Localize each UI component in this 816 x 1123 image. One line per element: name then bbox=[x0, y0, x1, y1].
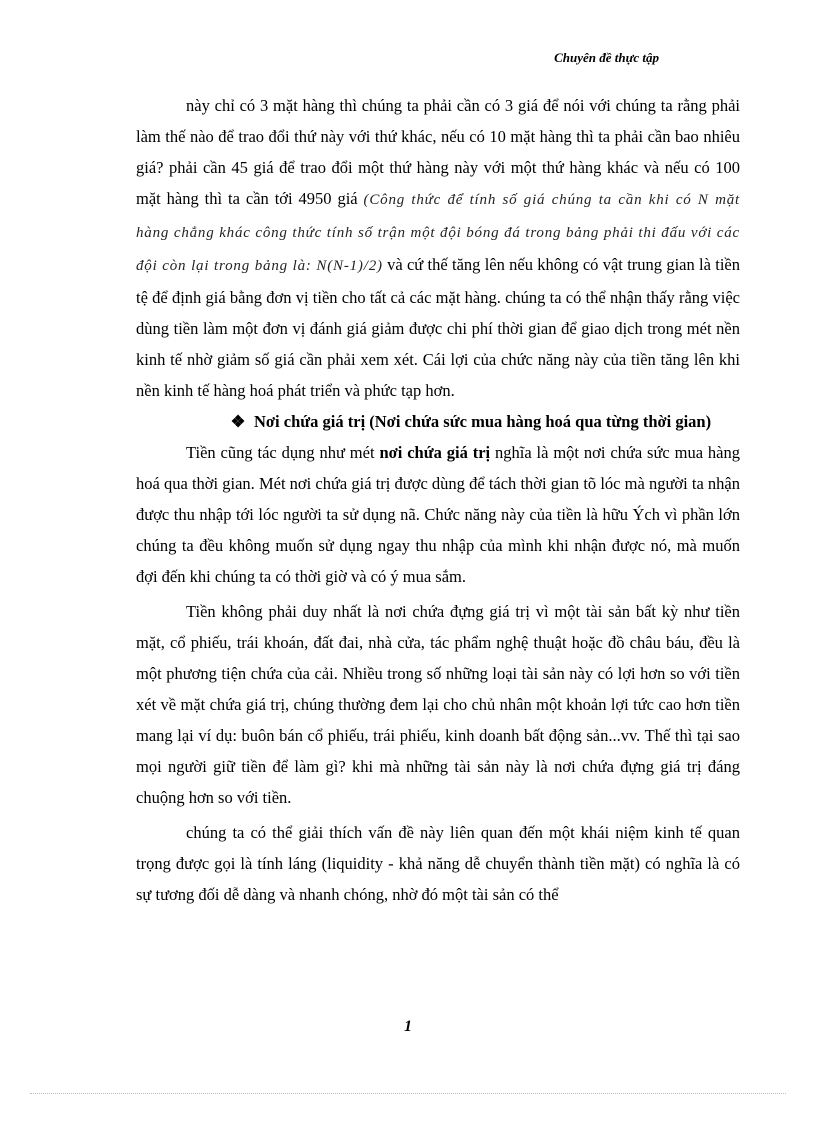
page-bottom-divider bbox=[30, 1093, 786, 1094]
paragraph-text: Tiền cũng tác dụng như mét bbox=[186, 443, 380, 462]
paragraph-liquidity: chúng ta có thể giải thích vấn đề này liên quan đến một khái niệm kinh tế quan trọng được gọi là tính láng (liquidity - khả năng dễ chuyển thành tiền mặt) có nghĩa là có sự tương đối dễ dàng và nhanh chóng, nhờ đó một tài sản có thể bbox=[136, 823, 740, 904]
page-number: 1 bbox=[404, 1018, 412, 1035]
paragraph-other-assets: Tiền không phải duy nhất là nơi chứa đựng giá trị vì một tài sản bất kỳ như tiền mặt, cổ phiếu, trái khoán, đất đai, nhà cửa, tác phẩm nghệ thuật hoặc đồ châu báu, đều là một phương tiện chứa của cải. Nhiều trong số những loại tài sản này có lợi hơn so với tiền xét về mặt chứa giá trị, chúng thường đem lại cho chủ nhân một khoản lợi tức cao hơn tiền mang lại ví dụ: buôn bán cổ phiếu, trái phiếu, kinh doanh bất động sản...vv. Thế thì tại sao mọi người giữ tiền để làm gì? khi mà những tài sản này là nơi chứa đựng giá trị đáng chuộng hơn so với tiền. bbox=[136, 602, 740, 807]
document-body bbox=[136, 90, 740, 910]
formula-note: (Công thức để tính số giá chúng ta cần khi có N mặt hàng chẳng khác công thức tính số trận một đội bóng đá trong bảng phải thi đấu với các đội còn lại trong bảng là: N(N-1)/2) bbox=[136, 192, 740, 274]
section-heading-text: Nơi chứa giá trị (Nơi chứa sức mua hàng hoá qua từng thời gian) bbox=[254, 412, 712, 431]
paragraph-price-count bbox=[136, 90, 740, 406]
bold-term: nơi chứa giá trị bbox=[379, 443, 491, 462]
diamond-bullet-icon: ❖ bbox=[230, 412, 246, 431]
section-heading-store-of-value bbox=[136, 406, 740, 437]
page-header-title: Chuyên đề thực tập bbox=[554, 50, 659, 65]
paragraph-text: này chỉ có 3 mặt hàng thì chúng ta phải cần có 3 giá để nói với chúng ta rằng phải làm thế nào để trao đổi thứ này với thứ khác, nếu có 10 mặt hàng thì ta phải cần bao nhiêu giá? phải cần 45 giá để trao đổi một thứ hàng này với một thứ hàng khác và nếu có 100 mặt hàng thì ta cần tới 4950 giá bbox=[136, 96, 740, 208]
paragraph-store-of-value bbox=[136, 437, 740, 592]
paragraph-text-tail: và cứ thế tăng lên nếu không có vật trung gian là tiền tệ để định giá bằng đơn vị tiền cho tất cả các mặt hàng. chúng ta có thể nhận thấy rằng việc dùng tiền làm một đơn vị đánh giá giảm được chi phí thời gian để giao dịch trong mét nền kinh tế nhờ giảm số giá cần phải xem xét. Cái lợi của chức năng này của tiền tăng lên khi nền kinh tế hàng hoá phát triển và phức tạp hơn. bbox=[136, 255, 740, 400]
paragraph-text: nghĩa là một nơi chứa sức mua hàng hoá qua thời gian. Mét nơi chứa giá trị được dùng để tách thời gian tõ lóc mà người ta nhận được thu nhập tới lóc người ta sử dụng nã. Chức năng này của tiền là hữu Ých vì phần lớn chúng ta đều không muốn sử dụng ngay thu nhập của mình khi nhận được nó, mà muốn đợi đến khi chúng ta có thời giờ và có ý mua sắm. bbox=[136, 443, 740, 586]
